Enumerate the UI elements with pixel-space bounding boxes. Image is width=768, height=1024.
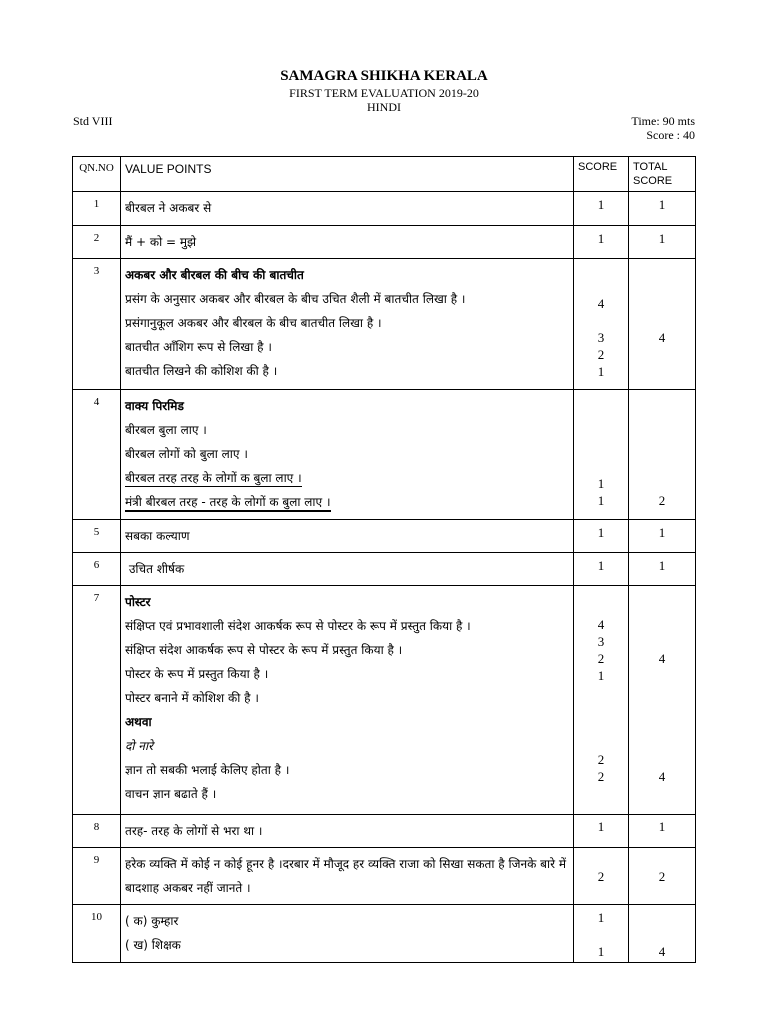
total-value: 1 xyxy=(658,525,666,540)
value-points xyxy=(121,390,574,520)
value-points xyxy=(121,259,574,390)
score-cell xyxy=(574,192,629,226)
total-cell xyxy=(629,815,696,848)
value-line xyxy=(125,263,569,287)
score-cell xyxy=(574,390,629,520)
header-total-line2: SCORE xyxy=(633,175,673,187)
value-points xyxy=(121,553,574,586)
table-row xyxy=(73,586,696,815)
total-value: 1 xyxy=(658,819,666,834)
value-line: सबका कल्याण xyxy=(125,529,190,543)
table-row xyxy=(73,520,696,553)
total-cell xyxy=(629,259,696,390)
table-row xyxy=(73,848,696,905)
value-line: संक्षिप्त संदेश आकर्षक रूप से पोस्टर के रूप में प्रस्तुत किया है । xyxy=(125,643,403,657)
score-cell xyxy=(574,586,629,815)
total-value: 1 xyxy=(658,558,666,573)
question-number: 5 xyxy=(73,520,121,553)
value-text: बीरबल तरह तरह के लोगों क बुला लाए । xyxy=(125,471,302,485)
score-value: 4 xyxy=(597,617,605,632)
score-value: 1 xyxy=(597,493,605,508)
table-row xyxy=(73,226,696,259)
time-label: Time: 90 mts xyxy=(631,114,695,128)
value-line: अथवा xyxy=(125,715,152,729)
score-value: 1 xyxy=(597,231,605,246)
subject-name: HINDI xyxy=(367,100,401,114)
score-value: 1 xyxy=(597,910,605,925)
total-value: 2 xyxy=(658,869,666,884)
header-value-points: VALUE POINTS xyxy=(121,157,574,192)
score-value: 3 xyxy=(597,634,605,649)
value-line: पोस्टर बनाने में कोशिश की है । xyxy=(125,691,259,705)
table-header-row xyxy=(73,157,696,192)
value-line: बातचीत आँशिग रूप से लिखा है । xyxy=(125,340,272,354)
table-row xyxy=(73,553,696,586)
total-cell xyxy=(629,586,696,815)
score-value: 2 xyxy=(597,752,605,767)
question-number: 10 xyxy=(73,905,121,963)
total-cell xyxy=(629,520,696,553)
value-points xyxy=(121,815,574,848)
value-line: बातचीत लिखने की कोशिश की है । xyxy=(125,364,278,378)
total-value: 1 xyxy=(658,197,666,212)
question-number: 7 xyxy=(73,586,121,815)
value-points xyxy=(121,520,574,553)
value-paragraph: हरेक व्यक्ति में कोई न कोई हूनर है ।दरबार में मौजूद हर व्यक्ति राजा को सिखा सकता है जिनके बारे में बादशाह अकबर नहीं जानते । xyxy=(125,857,567,895)
value-line: तरह- तरह के लोगों से भरा था । xyxy=(125,824,263,838)
score-value xyxy=(574,312,628,329)
score-value: 2 xyxy=(597,347,605,362)
value-line: प्रसंगानुकूल अकबर और बीरबल के बीच बातचीत लिखा है । xyxy=(125,316,382,330)
total-cell xyxy=(629,192,696,226)
score-value: 2 xyxy=(597,869,605,884)
question-number: 6 xyxy=(73,553,121,586)
score-cell xyxy=(574,226,629,259)
total-value: 1 xyxy=(658,231,666,246)
table-row xyxy=(73,192,696,226)
table-row xyxy=(73,259,696,390)
score-value: 1 xyxy=(597,819,605,834)
score-cell xyxy=(574,553,629,586)
score-value: 1 xyxy=(597,558,605,573)
exam-name: FIRST TERM EVALUATION 2019-20 xyxy=(289,86,479,100)
value-line: ( क) कुम्हार xyxy=(125,914,179,928)
score-value: 1 xyxy=(597,668,605,683)
value-points xyxy=(121,226,574,259)
score-value: 1 xyxy=(597,364,605,379)
question-number: 3 xyxy=(73,259,121,390)
standard-label: Std VIII xyxy=(73,114,113,128)
score-cell xyxy=(574,815,629,848)
score-value: 1 xyxy=(597,525,605,540)
value-line: बीरबल ने अकबर से xyxy=(125,201,212,215)
value-line xyxy=(125,466,569,490)
total-cell xyxy=(629,226,696,259)
total-cell xyxy=(629,905,696,963)
table-row xyxy=(73,390,696,520)
value-line: पोस्टर के रूप में प्रस्तुत किया है । xyxy=(125,667,269,681)
score-cell xyxy=(574,848,629,905)
value-line: पोस्टर xyxy=(125,595,151,609)
total-cell xyxy=(629,848,696,905)
value-line xyxy=(125,490,569,514)
score-label: Score : 40 xyxy=(646,128,695,142)
score-value: 4 xyxy=(597,296,605,311)
total-value: 4 xyxy=(658,330,666,345)
score-value: 2 xyxy=(597,769,605,784)
value-points xyxy=(121,848,574,905)
value-points xyxy=(121,586,574,815)
value-text: मंत्री बीरबल तरह - तरह के लोगों क बुला लाए । xyxy=(125,495,331,512)
total-value: 4 xyxy=(658,944,666,959)
score-cell xyxy=(574,259,629,390)
document-title: SAMAGRA SHIKHA KERALA xyxy=(280,68,488,84)
score-value: 1 xyxy=(597,197,605,212)
score-value: 1 xyxy=(597,944,605,959)
value-points xyxy=(121,905,574,963)
value-line: मैं + को = मुझे xyxy=(125,235,197,249)
value-line: बीरबल लोगों को बुला लाए । xyxy=(125,447,248,461)
score-value: 3 xyxy=(597,330,605,345)
value-line: ज्ञान तो सबकी भलाई केलिए होता है । xyxy=(125,763,290,777)
value-points xyxy=(121,192,574,226)
table-row xyxy=(73,905,696,963)
value-line: वाचन ज्ञान बढाते हैं । xyxy=(125,787,217,801)
value-text: अकबर और बीरबल की बीच की बातचीत xyxy=(125,268,304,282)
value-line: संक्षिप्त एवं प्रभावशाली संदेश आकर्षक रूप से पोस्टर के रूप में प्रस्तुत किया है । xyxy=(125,619,471,633)
question-number: 8 xyxy=(73,815,121,848)
score-value xyxy=(574,926,628,943)
total-value: 4 xyxy=(658,651,666,666)
question-number: 2 xyxy=(73,226,121,259)
score-value: 2 xyxy=(597,651,605,666)
score-cell xyxy=(574,905,629,963)
value-line: वाक्य पिरमिड xyxy=(125,399,184,413)
header-total-line1: TOTAL xyxy=(633,161,668,173)
value-line: दो नारे xyxy=(125,739,153,753)
value-points-table xyxy=(72,156,696,963)
score-cell xyxy=(574,520,629,553)
header-total-score xyxy=(629,157,696,192)
value-line: प्रसंग के अनुसार अकबर और बीरबल के बीच उचित शैली में बातचीत लिखा है । xyxy=(125,292,466,306)
question-number: 9 xyxy=(73,848,121,905)
total-cell xyxy=(629,390,696,520)
header-score: SCORE xyxy=(574,157,629,192)
header-qn: QN.NO xyxy=(73,157,121,192)
value-line: उचित शीर्षक xyxy=(125,562,185,576)
total-cell xyxy=(629,553,696,586)
table-row xyxy=(73,815,696,848)
question-number: 1 xyxy=(73,192,121,226)
total-value: 4 xyxy=(658,769,666,784)
total-value: 2 xyxy=(658,493,666,508)
value-line: ( ख) शिक्षक xyxy=(125,938,181,952)
score-value: 1 xyxy=(597,476,605,491)
value-line: बीरबल बुला लाए । xyxy=(125,423,207,437)
question-number: 4 xyxy=(73,390,121,520)
